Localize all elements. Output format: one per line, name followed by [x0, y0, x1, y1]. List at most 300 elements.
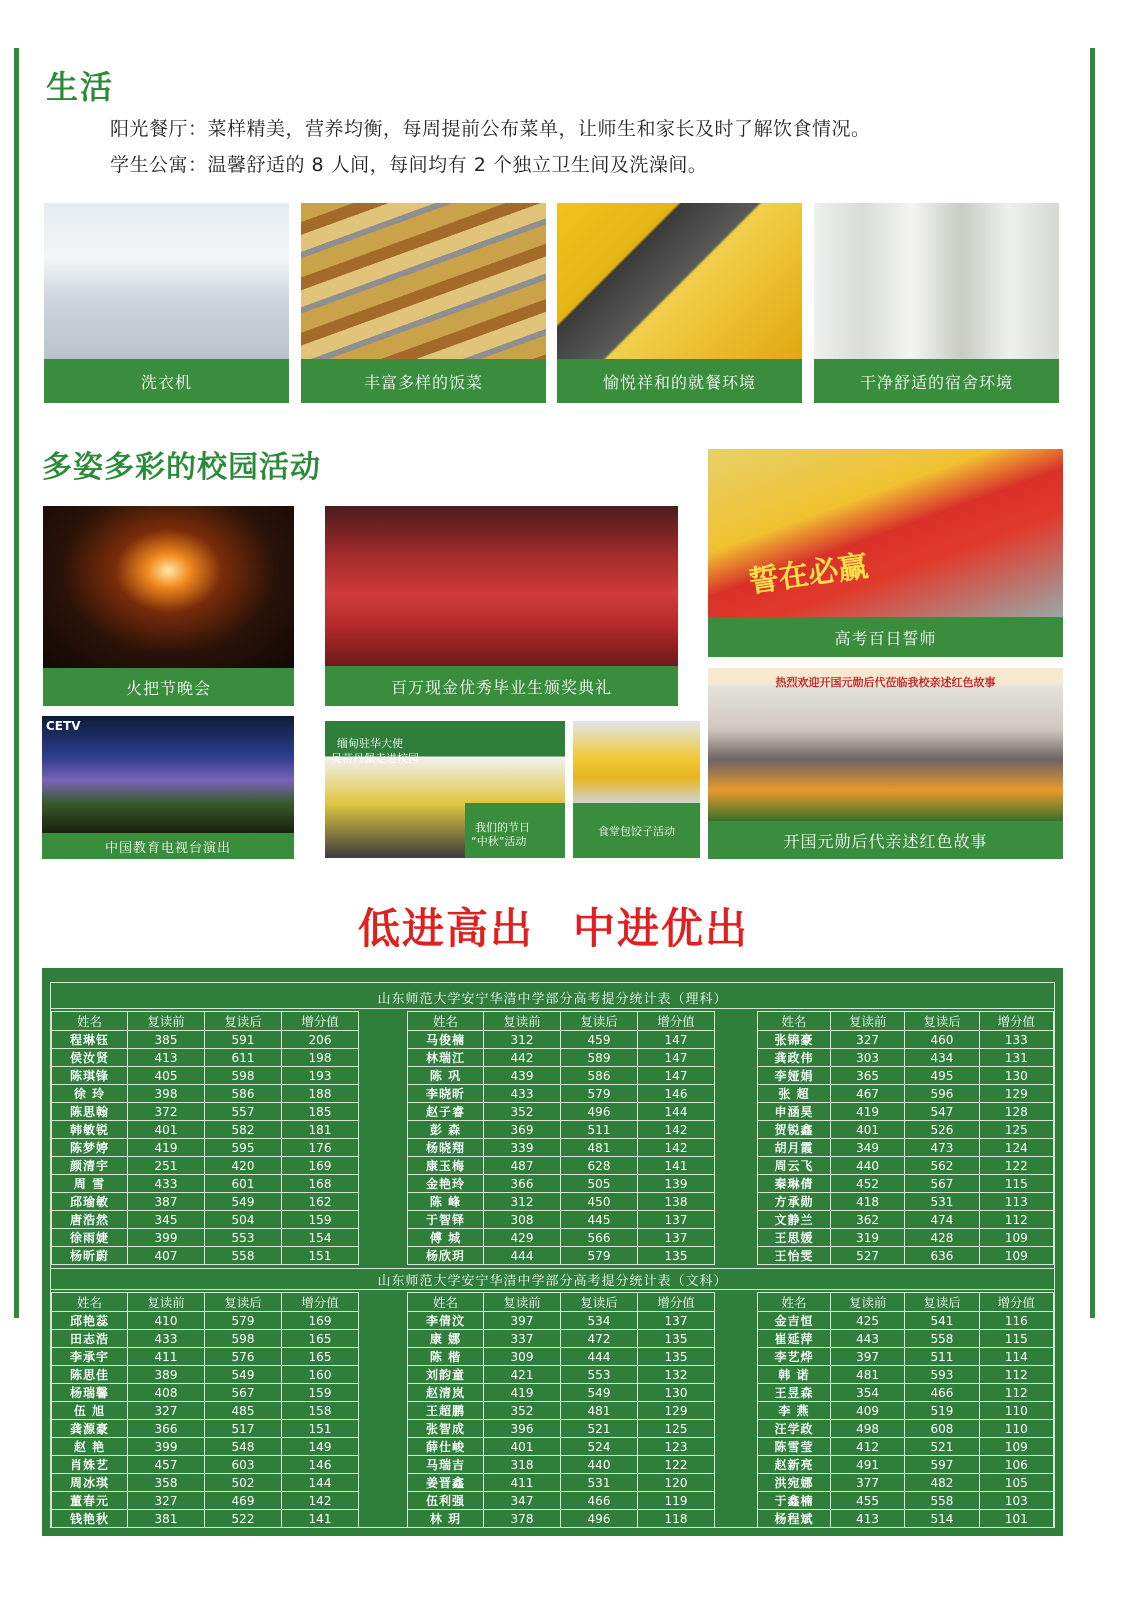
table-row: [52, 1067, 359, 1085]
score-cell: 434: [905, 1049, 979, 1067]
score-cell: 366: [484, 1175, 561, 1193]
score-cell: 433: [484, 1085, 561, 1103]
table-row: [758, 1229, 1054, 1247]
score-cell: 169: [282, 1157, 359, 1175]
student-name-cell: 贺锐鑫: [758, 1121, 831, 1139]
score-cell: 531: [905, 1193, 979, 1211]
table-row: [758, 1193, 1054, 1211]
column-header: 复读后: [205, 1293, 282, 1312]
student-name-cell: 董春元: [52, 1492, 128, 1510]
score-cell: 466: [561, 1492, 638, 1510]
score-cell: 579: [561, 1247, 638, 1265]
score-cell: 522: [205, 1510, 282, 1528]
score-cell: 122: [979, 1157, 1053, 1175]
student-name-cell: 康 娜: [408, 1330, 484, 1348]
score-cell: 593: [905, 1366, 979, 1384]
score-cell: 579: [561, 1085, 638, 1103]
score-cell: 151: [282, 1247, 359, 1265]
student-name-cell: 申涵昊: [758, 1103, 831, 1121]
student-name-cell: 李 燕: [758, 1402, 831, 1420]
table-row: [408, 1510, 715, 1528]
score-cell: 439: [484, 1067, 561, 1085]
score-cell: 549: [205, 1193, 282, 1211]
canteen-text: 阳光餐厅：菜样精美，营养均衡，每周提前公布菜单，让师生和家长及时了解饮食情况。: [110, 118, 871, 140]
score-cell: 144: [282, 1474, 359, 1492]
student-name-cell: 张 超: [758, 1085, 831, 1103]
student-name-cell: 李晓昕: [408, 1085, 484, 1103]
score-cell: 251: [128, 1157, 205, 1175]
student-name-cell: 方承勋: [758, 1193, 831, 1211]
score-cell: 103: [979, 1492, 1053, 1510]
score-cell: 141: [282, 1510, 359, 1528]
student-name-cell: 李娅娟: [758, 1067, 831, 1085]
photo-dumpling: [573, 721, 700, 858]
score-cell: 116: [979, 1312, 1053, 1330]
score-cell: 131: [979, 1049, 1053, 1067]
table-row: [52, 1366, 359, 1384]
score-cell: 181: [282, 1121, 359, 1139]
score-cell: 472: [561, 1330, 638, 1348]
column-header: 复读前: [128, 1293, 205, 1312]
column-header: 增分值: [638, 1293, 715, 1312]
student-name-cell: 陈雪莹: [758, 1438, 831, 1456]
table-row: [52, 1139, 359, 1157]
table-row: [52, 1510, 359, 1528]
student-name-cell: 林瑞江: [408, 1049, 484, 1067]
score-cell: 206: [282, 1031, 359, 1049]
score-cell: 558: [905, 1492, 979, 1510]
photo-laundry: [44, 203, 289, 403]
student-name-cell: 马俊楠: [408, 1031, 484, 1049]
student-name-cell: 王思媛: [758, 1229, 831, 1247]
student-name-cell: 汪学政: [758, 1420, 831, 1438]
score-cell: 185: [282, 1103, 359, 1121]
score-cell: 165: [282, 1348, 359, 1366]
table-row: [758, 1348, 1054, 1366]
score-cell: 421: [484, 1366, 561, 1384]
student-name-cell: 林 玥: [408, 1510, 484, 1528]
table-row: [408, 1330, 715, 1348]
score-cell: 125: [638, 1420, 715, 1438]
score-cell: 413: [128, 1049, 205, 1067]
student-name-cell: 文静兰: [758, 1211, 831, 1229]
student-name-cell: 邱瑜敏: [52, 1193, 128, 1211]
student-name-cell: 肖姝艺: [52, 1456, 128, 1474]
photo-dorm: [814, 203, 1059, 403]
bonfire-image: [43, 506, 294, 668]
column-header: 增分值: [638, 1012, 715, 1031]
score-cell: 425: [830, 1312, 904, 1330]
student-name-cell: 王昱森: [758, 1384, 831, 1402]
score-cell: 487: [484, 1157, 561, 1175]
score-cell: 339: [484, 1139, 561, 1157]
table-row: [408, 1049, 715, 1067]
student-name-cell: 徐雨婕: [52, 1229, 128, 1247]
score-cell: 549: [561, 1384, 638, 1402]
score-cell: 132: [638, 1366, 715, 1384]
score-cell: 109: [979, 1229, 1053, 1247]
score-cell: 409: [830, 1402, 904, 1420]
score-cell: 457: [128, 1456, 205, 1474]
score-cell: 110: [979, 1402, 1053, 1420]
student-name-cell: 侯汝贤: [52, 1049, 128, 1067]
table-row: [408, 1247, 715, 1265]
right-accent-line: [1090, 48, 1095, 1318]
table-row: [758, 1031, 1054, 1049]
student-name-cell: 于鑫楠: [758, 1492, 831, 1510]
column-header: 姓名: [758, 1012, 831, 1031]
photo-red-story: [708, 668, 1063, 859]
student-name-cell: 洪宛娜: [758, 1474, 831, 1492]
score-cell: 139: [638, 1175, 715, 1193]
score-cell: 138: [638, 1193, 715, 1211]
score-cell: 137: [638, 1211, 715, 1229]
score-cell: 146: [638, 1085, 715, 1103]
arts-score-table: [757, 1292, 1054, 1528]
photo-ambassador: [325, 721, 565, 858]
table-row: [408, 1348, 715, 1366]
table-row: [52, 1312, 359, 1330]
score-cell: 365: [830, 1067, 904, 1085]
column-header: 复读后: [905, 1293, 979, 1312]
score-cell: 401: [830, 1121, 904, 1139]
score-cell: 135: [638, 1348, 715, 1366]
arts-table-group: [757, 1292, 1054, 1528]
score-cell: 547: [905, 1103, 979, 1121]
table-row: [408, 1456, 715, 1474]
score-table-frame: [50, 982, 1055, 1528]
score-cell: 473: [905, 1139, 979, 1157]
student-name-cell: 伍利强: [408, 1492, 484, 1510]
student-name-cell: 薛仕峻: [408, 1438, 484, 1456]
table-row: [758, 1157, 1054, 1175]
red-story-image: [708, 668, 1063, 821]
score-cell: 146: [282, 1456, 359, 1474]
table-row: [52, 1330, 359, 1348]
score-cell: 399: [128, 1438, 205, 1456]
table-row: [758, 1121, 1054, 1139]
score-cell: 120: [638, 1474, 715, 1492]
food-image: [301, 203, 546, 361]
table-row: [758, 1366, 1054, 1384]
score-cell: 327: [128, 1492, 205, 1510]
score-cell: 142: [282, 1492, 359, 1510]
score-cell: 586: [205, 1085, 282, 1103]
score-cell: 347: [484, 1492, 561, 1510]
score-cell: 101: [979, 1510, 1053, 1528]
column-header: 复读前: [830, 1293, 904, 1312]
score-cell: 147: [638, 1067, 715, 1085]
score-cell: 345: [128, 1211, 205, 1229]
student-name-cell: 伍 旭: [52, 1402, 128, 1420]
student-name-cell: 王怡雯: [758, 1247, 831, 1265]
student-name-cell: 傅 城: [408, 1229, 484, 1247]
score-cell: 105: [979, 1474, 1053, 1492]
score-cell: 521: [905, 1438, 979, 1456]
table-row: [408, 1031, 715, 1049]
score-cell: 459: [561, 1031, 638, 1049]
cetv-logo: CETV: [46, 719, 81, 733]
dumpling-image: [573, 721, 700, 803]
arts-table-title: 山东师范大学安宁华清中学部分高考提分统计表（文科）: [51, 1268, 1054, 1290]
score-cell: 410: [128, 1312, 205, 1330]
score-cell: 115: [979, 1330, 1053, 1348]
student-name-cell: 徐 玲: [52, 1085, 128, 1103]
student-name-cell: 田志浩: [52, 1330, 128, 1348]
slogan-right: 中进优出: [573, 904, 750, 953]
score-cell: 521: [561, 1420, 638, 1438]
student-name-cell: 李倩汶: [408, 1312, 484, 1330]
table-header-row: [408, 1012, 715, 1031]
score-cell: 162: [282, 1193, 359, 1211]
score-cell: 481: [561, 1139, 638, 1157]
score-cell: 428: [905, 1229, 979, 1247]
student-name-cell: 马瑞吉: [408, 1456, 484, 1474]
score-cell: 396: [484, 1420, 561, 1438]
score-cell: 372: [128, 1103, 205, 1121]
table-row: [408, 1438, 715, 1456]
score-cell: 113: [979, 1193, 1053, 1211]
score-cell: 385: [128, 1031, 205, 1049]
table-row: [758, 1402, 1054, 1420]
student-name-cell: 金吉恒: [758, 1312, 831, 1330]
student-name-cell: 周云飞: [758, 1157, 831, 1175]
score-cell: 106: [979, 1456, 1053, 1474]
science-score-table: [407, 1011, 715, 1265]
score-cell: 502: [205, 1474, 282, 1492]
score-cell: 193: [282, 1067, 359, 1085]
dining-image: [557, 203, 802, 361]
student-name-cell: 李艺烨: [758, 1348, 831, 1366]
score-cell: 352: [484, 1402, 561, 1420]
student-name-cell: 康玉梅: [408, 1157, 484, 1175]
score-cell: 419: [830, 1103, 904, 1121]
column-header: 姓名: [52, 1293, 128, 1312]
score-cell: 110: [979, 1420, 1053, 1438]
column-header: 增分值: [979, 1012, 1053, 1031]
student-name-cell: 杨晓翔: [408, 1139, 484, 1157]
table-row: [758, 1384, 1054, 1402]
score-cell: 168: [282, 1175, 359, 1193]
score-cell: 553: [561, 1366, 638, 1384]
score-cell: 611: [205, 1049, 282, 1067]
table-row: [408, 1366, 715, 1384]
score-cell: 524: [561, 1438, 638, 1456]
student-name-cell: 杨欣玥: [408, 1247, 484, 1265]
score-cell: 381: [128, 1510, 205, 1528]
score-cell: 142: [638, 1139, 715, 1157]
score-cell: 401: [128, 1121, 205, 1139]
table-row: [758, 1474, 1054, 1492]
score-cell: 442: [484, 1049, 561, 1067]
score-cell: 142: [638, 1121, 715, 1139]
score-cell: 327: [830, 1031, 904, 1049]
student-name-cell: 陈琪锋: [52, 1067, 128, 1085]
student-name-cell: 于智铎: [408, 1211, 484, 1229]
oath-banner-text: 誓在必赢: [746, 548, 871, 601]
score-cell: 481: [561, 1402, 638, 1420]
score-cell: 112: [979, 1211, 1053, 1229]
score-cell: 541: [905, 1312, 979, 1330]
score-cell: 124: [979, 1139, 1053, 1157]
table-row: [758, 1067, 1054, 1085]
table-row: [408, 1474, 715, 1492]
score-cell: 408: [128, 1384, 205, 1402]
score-cell: 517: [205, 1420, 282, 1438]
photo-food: [301, 203, 546, 403]
score-cell: 160: [282, 1366, 359, 1384]
score-cell: 362: [830, 1211, 904, 1229]
column-header: 姓名: [52, 1012, 128, 1031]
score-cell: 482: [905, 1474, 979, 1492]
table-row: [758, 1085, 1054, 1103]
score-cell: 354: [830, 1384, 904, 1402]
table-row: [408, 1157, 715, 1175]
student-name-cell: 龚政伟: [758, 1049, 831, 1067]
score-cell: 534: [561, 1312, 638, 1330]
photo-oath: [708, 449, 1063, 657]
score-cell: 141: [638, 1157, 715, 1175]
left-accent-line: [14, 48, 19, 1318]
score-cell: 358: [128, 1474, 205, 1492]
student-name-cell: 陈 峰: [408, 1193, 484, 1211]
column-header: 复读前: [484, 1012, 561, 1031]
score-cell: 312: [484, 1193, 561, 1211]
score-cell: 496: [561, 1510, 638, 1528]
table-header-row: [52, 1012, 359, 1031]
score-cell: 504: [205, 1211, 282, 1229]
score-cell: 151: [282, 1420, 359, 1438]
table-row: [52, 1157, 359, 1175]
student-name-cell: 杨昕蔚: [52, 1247, 128, 1265]
score-cell: 398: [128, 1085, 205, 1103]
score-cell: 419: [128, 1139, 205, 1157]
tv-image: [42, 716, 294, 833]
score-cell: 158: [282, 1402, 359, 1420]
student-name-cell: 周 雪: [52, 1175, 128, 1193]
score-cell: 440: [561, 1456, 638, 1474]
score-cell: 319: [830, 1229, 904, 1247]
table-row: [408, 1193, 715, 1211]
science-table-group: [407, 1011, 715, 1265]
student-name-cell: 韩 诺: [758, 1366, 831, 1384]
caption-bonfire: 火把节晚会: [43, 668, 294, 706]
score-cell: 566: [561, 1229, 638, 1247]
score-cell: 123: [638, 1438, 715, 1456]
caption-oath: 高考百日誓师: [708, 617, 1063, 657]
score-cell: 498: [830, 1420, 904, 1438]
score-cell: 445: [561, 1211, 638, 1229]
column-header: 复读前: [830, 1012, 904, 1031]
student-name-cell: 王超鹏: [408, 1402, 484, 1420]
table-row: [52, 1103, 359, 1121]
score-cell: 378: [484, 1510, 561, 1528]
table-row: [758, 1175, 1054, 1193]
score-cell: 469: [205, 1492, 282, 1510]
student-name-cell: 钱艳秋: [52, 1510, 128, 1528]
score-cell: 601: [205, 1175, 282, 1193]
score-cell: 352: [484, 1103, 561, 1121]
score-cell: 598: [205, 1330, 282, 1348]
student-name-cell: 陈思翰: [52, 1103, 128, 1121]
science-table-title: 山东师范大学安宁华清中学部分高考提分统计表（理科）: [51, 987, 1054, 1009]
score-cell: 567: [205, 1384, 282, 1402]
student-name-cell: 韩敏锐: [52, 1121, 128, 1139]
column-header: 增分值: [282, 1012, 359, 1031]
score-cell: 308: [484, 1211, 561, 1229]
caption-red-story: 开国元勋后代亲述红色故事: [708, 821, 1063, 859]
score-cell: 511: [561, 1121, 638, 1139]
score-cell: 595: [205, 1139, 282, 1157]
table-row: [52, 1402, 359, 1420]
table-header-row: [52, 1293, 359, 1312]
score-cell: 511: [905, 1348, 979, 1366]
table-row: [408, 1103, 715, 1121]
score-cell: 366: [128, 1420, 205, 1438]
score-cell: 452: [830, 1175, 904, 1193]
table-row: [408, 1420, 715, 1438]
caption-dumpling: 食堂包饺子活动: [573, 803, 700, 858]
table-row: [52, 1492, 359, 1510]
score-cell: 377: [830, 1474, 904, 1492]
score-cell: 397: [484, 1312, 561, 1330]
score-cell: 514: [905, 1510, 979, 1528]
table-row: [758, 1492, 1054, 1510]
student-name-cell: 杨程斌: [758, 1510, 831, 1528]
score-cell: 579: [205, 1312, 282, 1330]
student-name-cell: 张锦豪: [758, 1031, 831, 1049]
score-cell: 312: [484, 1031, 561, 1049]
science-score-table: [757, 1011, 1054, 1265]
caption-tv: 中国教育电视台演出: [42, 833, 294, 859]
score-cell: 130: [638, 1384, 715, 1402]
student-name-cell: 颜清宇: [52, 1157, 128, 1175]
table-row: [52, 1175, 359, 1193]
score-cell: 130: [979, 1067, 1053, 1085]
student-name-cell: 张智成: [408, 1420, 484, 1438]
score-cell: 548: [205, 1438, 282, 1456]
life-heading: 生活: [46, 68, 115, 106]
score-cell: 558: [205, 1247, 282, 1265]
score-cell: 429: [484, 1229, 561, 1247]
score-cell: 481: [830, 1366, 904, 1384]
arts-score-table: [407, 1292, 715, 1528]
arts-score-table: [51, 1292, 359, 1528]
score-cell: 159: [282, 1384, 359, 1402]
table-row: [758, 1420, 1054, 1438]
column-header: 复读后: [205, 1012, 282, 1031]
score-cell: 491: [830, 1456, 904, 1474]
score-cell: 122: [638, 1456, 715, 1474]
table-row: [758, 1312, 1054, 1330]
score-cell: 112: [979, 1366, 1053, 1384]
student-name-cell: 崔延萍: [758, 1330, 831, 1348]
score-cell: 474: [905, 1211, 979, 1229]
score-cell: 129: [979, 1085, 1053, 1103]
score-cell: 337: [484, 1330, 561, 1348]
arts-table-group: [51, 1292, 359, 1528]
student-name-cell: 金艳玲: [408, 1175, 484, 1193]
table-row: [52, 1348, 359, 1366]
table-row: [758, 1103, 1054, 1121]
score-cell: 455: [830, 1492, 904, 1510]
score-cell: 519: [905, 1402, 979, 1420]
score-cell: 526: [905, 1121, 979, 1139]
score-cell: 309: [484, 1348, 561, 1366]
score-cell: 553: [205, 1229, 282, 1247]
score-cell: 176: [282, 1139, 359, 1157]
science-score-table: [51, 1011, 359, 1265]
